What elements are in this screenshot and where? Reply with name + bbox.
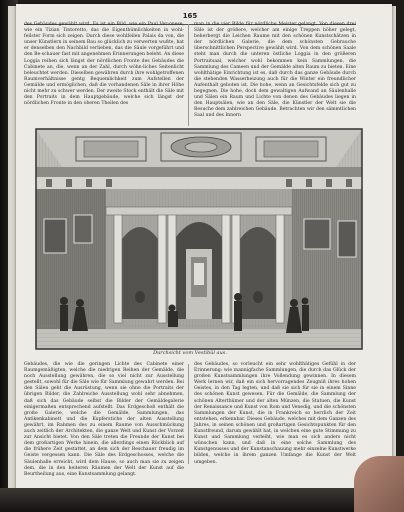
hand-finger	[354, 456, 404, 512]
engraving-illustration	[36, 129, 362, 349]
paragraph: des Gebäudes, so vorleucht ein sehr wohlthätiges Gefühl in der Erinnerung: wie mannigfache Sammlungen, die durch das Glück der großen Kunstsammlungen ihre Vollendung gewinnen. In diesem Werk lernen wir, daß ein sich hervorragendes Zeugniß ihres hohen Geistes, in den Tag legten, und daß sie sich für sie in einem Sinne des schönen Kunst gewesen. Für die Gemälde, die Sammlung der schönen Alterthümer und der alten Münzen, die Statuen, die Kunst der Renaissance und Kunst von Rom und Venedig, und die schönsten Sammlungen der Kunst, die in Frankreich so herrlich der Zeit entstehen, erkennbar. Dieses Gebäude, welches mit dem Ganzen des Jahres, in seinen schönen und großartigen Gesichtspunkten für den Kunstfreund, darum gewählt hat, in welchen eine gute Stimmung zu Kunst und Sammlung verleiht, wie man es sich anders nicht wünschen kann, und daß in eine solche Sammlung des Kunstgenusses und der Kunstanschauung mehr einzelne Kunstwerke bilden, welche in ihrem ganzen Umfange die Kunst der Welt umgeben.	[194, 362, 356, 465]
text-column-bottom-left	[24, 362, 184, 477]
illustration-caption: Durchsicht vom Vestibül aus.	[153, 350, 227, 356]
text-column-top-right	[194, 22, 356, 128]
page-number: 165	[182, 12, 198, 20]
paragraph: des Gebäudes gewählt wird. Es ist ein Bild, wie ein Paul Ver-onese, wie ein Tizian Tintoretto, das die Eigenthümlichkeiten in wohl-feilster Form sich zeigen. Durch diese wohlfeilen Palais da von, die unser Künstlern in seinem Bau so glücklich zu verwerten wußte, hat er denselben den Nachbild verlieben, das die Säule vorgeführt und den Be-schauer fast mit angenehmen Erinnerungen beleht. An diese Loggia reihen sich längst der nördlichen Fronte des Gebäudes die Cabinete an, die, wenn an der Zahl, durch wöhn-liches Seitenlicht beleuchtet werden. Dieselben gewähren durch ihre wohlgetroffenen Raumverhältnisse gentg Bequemlichkeit zum Aufstellen der Gemälde und ermöglichen, daß die vorhandenen Säle in ihrer Höhe nicht mehr zu schwer werden. Der zweite Stock enthält die Säle mit den Portraits in dem Hauptgebäude, welche sich längst der nördlichen Fronte in den oberen Theilen des	[24, 22, 184, 107]
text-column-top-left	[24, 22, 184, 128]
paragraph: Gebäudes, die wie die geringen Lichte des Cabinete einer Raumgemäßigten, welche die niedrigen Reihen der Gemälde, die noch Ausstellung gewähren, die so viel nicht zur Ausstellung gestellt, sowohl für die Säle wie für Sammlung gewahrt werden. Bei den Sälen geht die Ausrüstung, wenn sie ohne die Portraits der übrigen Bilder, die Zahlreiche Ausstellung wohl sehr abnehmen, daß sich das Gebäude selbst die Bilder der Gemäldegalerie einigermaßen entsprechend aufstellt. Das Erdgeschoß enthält die große Galerie, welche die Gemälde, Sammlungen, das Antikenkabinett und die Kupferstiche der alten Ausstellung gewährt, im Rahmen des zu einem Raume von Ausschmückung auch zeitlich der Architekten, die ganze Welt und Kunst der Vorzeit zur Ansicht bietet. Von den Säle treten die Freunde der Kunst bei dem großartigen Werke hinein, die allerdings einen Rückblick auf die frühere Zeit gestattet, an dem sich der Beschauer freudig im Geiste vergessen kann. Die Säle des Erdgeschosses, welche die Säulenhalle erreicht, wird dem Hause, so auch man sie zu zeigen dem, die in den heiteren Räumen der Welt der Kunst auf die Beurtheilung aus, eine Kunstsammlung gelangt.	[24, 362, 184, 477]
column-divider	[188, 24, 189, 126]
paragraph: man in die vier Bilde für nördliche Meister gelangt. Von diesen drei Säle ist der größere, welcher am einige Treppen höher gelegt, beherbergt die Leichen Raume mit den schönen Kunstschätzen in der nördlichen Galerie, die dem schönsten Gebrauche überschnittlichen Perspective gewählt wird. Von dem schönen Saale steht man durch die unteren östliche Loggia in den größeren Portraitsaal, welcher wohl bekommen kein Sammlungen, die Sammlung des Cameen und der Gemälde alten Raum zu bieten. Eine wohlthätige Einrichtung ist es, daß durch das ganze Gebäude durch die stehenden Wasserheizung auch für die Winter ein freundlicher Aufenthalt geboten ist. Die hohe, wenn an Gesichtsfelde sich gut zu begegnen. Die hohe, doch dem gewaltigen Aufwand an Säulenhalle und Sälen ein Raum und Lichte von denen des Gebäudes liegen in den Hauptsälen, wie an den Säle, die Künstler der Welt sie die Besuche dem zahlreichen Gebäude. Betrachten wir den sämmtlichen Saal und des Innern	[194, 22, 356, 119]
column-divider	[188, 364, 189, 464]
text-column-bottom-right	[194, 362, 356, 466]
hall-interior-engraving	[36, 129, 362, 349]
dark-background-bottom	[0, 488, 404, 512]
